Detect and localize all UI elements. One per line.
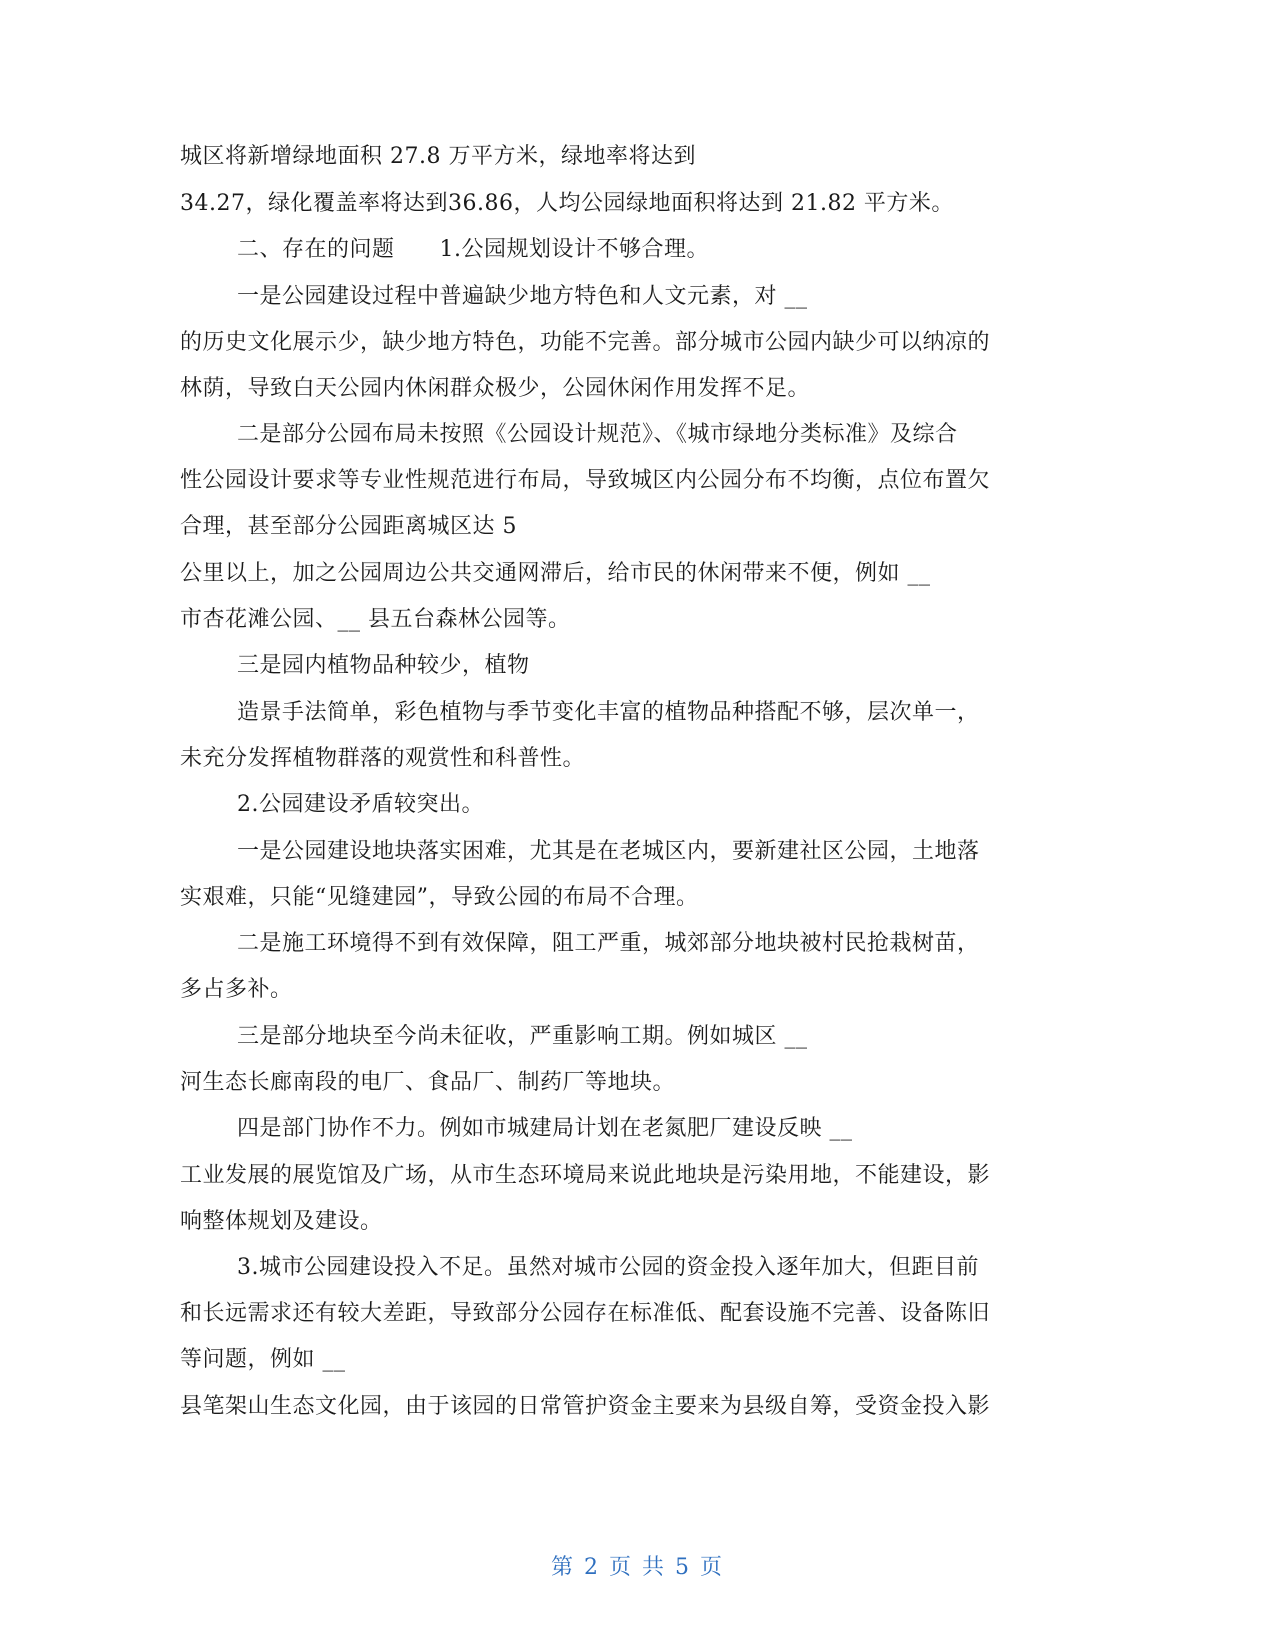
text-line: 城区将新增绿地面积 27.8 万平方米，绿地率将达到 (180, 144, 696, 169)
text-line: 二是部分公园布局未按照《公园设计规范》、《城市绿地分类标准》及综合 (237, 422, 958, 447)
text-line: 工业发展的展览馆及广场，从市生态环境局来说此地块是污染用地，不能建设，影 (180, 1163, 991, 1188)
text-line: 34.27，绿化覆盖率将达到36.86，人均公园绿地面积将达到 21.82 平方米。 (180, 191, 954, 216)
text-line: 市杏花滩公园、__ 县五台森林公园等。 (180, 607, 571, 632)
text-line: 四是部门协作不力。例如市城建局计划在老氮肥厂建设反映 __ (237, 1116, 853, 1141)
text-line: 多占多补。 (180, 977, 293, 1002)
text-line: 和长远需求还有较大差距，导致部分公园存在标准低、配套设施不完善、设备陈旧 (180, 1301, 991, 1326)
section-heading: 二、存在的问题 1.公园规划设计不够合理。 (237, 237, 709, 262)
section-heading: 3.城市公园建设投入不足。虽然对城市公园的资金投入逐年加大，但距目前 (237, 1255, 979, 1280)
text-line: 一是公园建设过程中普遍缺少地方特色和人文元素，对 __ (237, 284, 808, 309)
text-line: 河生态长廊南段的电厂、食品厂、制药厂等地块。 (180, 1070, 676, 1095)
text-line: 林荫，导致白天公园内休闲群众极少，公园休闲作用发挥不足。 (180, 376, 811, 401)
text-line: 合理，甚至部分公园距离城区达 5 (180, 514, 517, 539)
text-line: 县笔架山生态文化园，由于该园的日常管护资金主要来为县级自筹，受资金投入影 (180, 1394, 991, 1419)
text-line: 三是园内植物品种较少，植物 (237, 653, 530, 678)
text-line: 的历史文化展示少，缺少地方特色，功能不完善。部分城市公园内缺少可以纳凉的 (180, 330, 991, 355)
text-line: 响整体规划及建设。 (180, 1209, 383, 1234)
text-line: 一是公园建设地块落实困难，尤其是在老城区内，要新建社区公园，土地落 (237, 839, 980, 864)
text-line: 性公园设计要求等专业性规范进行布局，导致城区内公园分布不均衡，点位布置欠 (180, 468, 991, 493)
text-line: 二是施工环境得不到有效保障，阻工严重，城郊部分地块被村民抢栽树苗， (237, 931, 980, 956)
section-heading: 2.公园建设矛盾较突出。 (237, 792, 484, 817)
text-line: 未充分发挥植物群落的观赏性和科普性。 (180, 746, 586, 771)
text-line: 等问题，例如 __ (180, 1347, 346, 1372)
page-number-footer: 第 2 页 共 5 页 (551, 1555, 724, 1580)
text-line: 三是部分地块至今尚未征收，严重影响工期。例如城区 __ (237, 1024, 808, 1049)
text-line: 造景手法简单，彩色植物与季节变化丰富的植物品种搭配不够，层次单一， (237, 700, 980, 725)
text-line: 实艰难，只能“见缝建园”，导致公园的布局不合理。 (180, 885, 699, 910)
text-line: 公里以上，加之公园周边公共交通网滞后，给市民的休闲带来不便，例如 __ (180, 561, 931, 586)
